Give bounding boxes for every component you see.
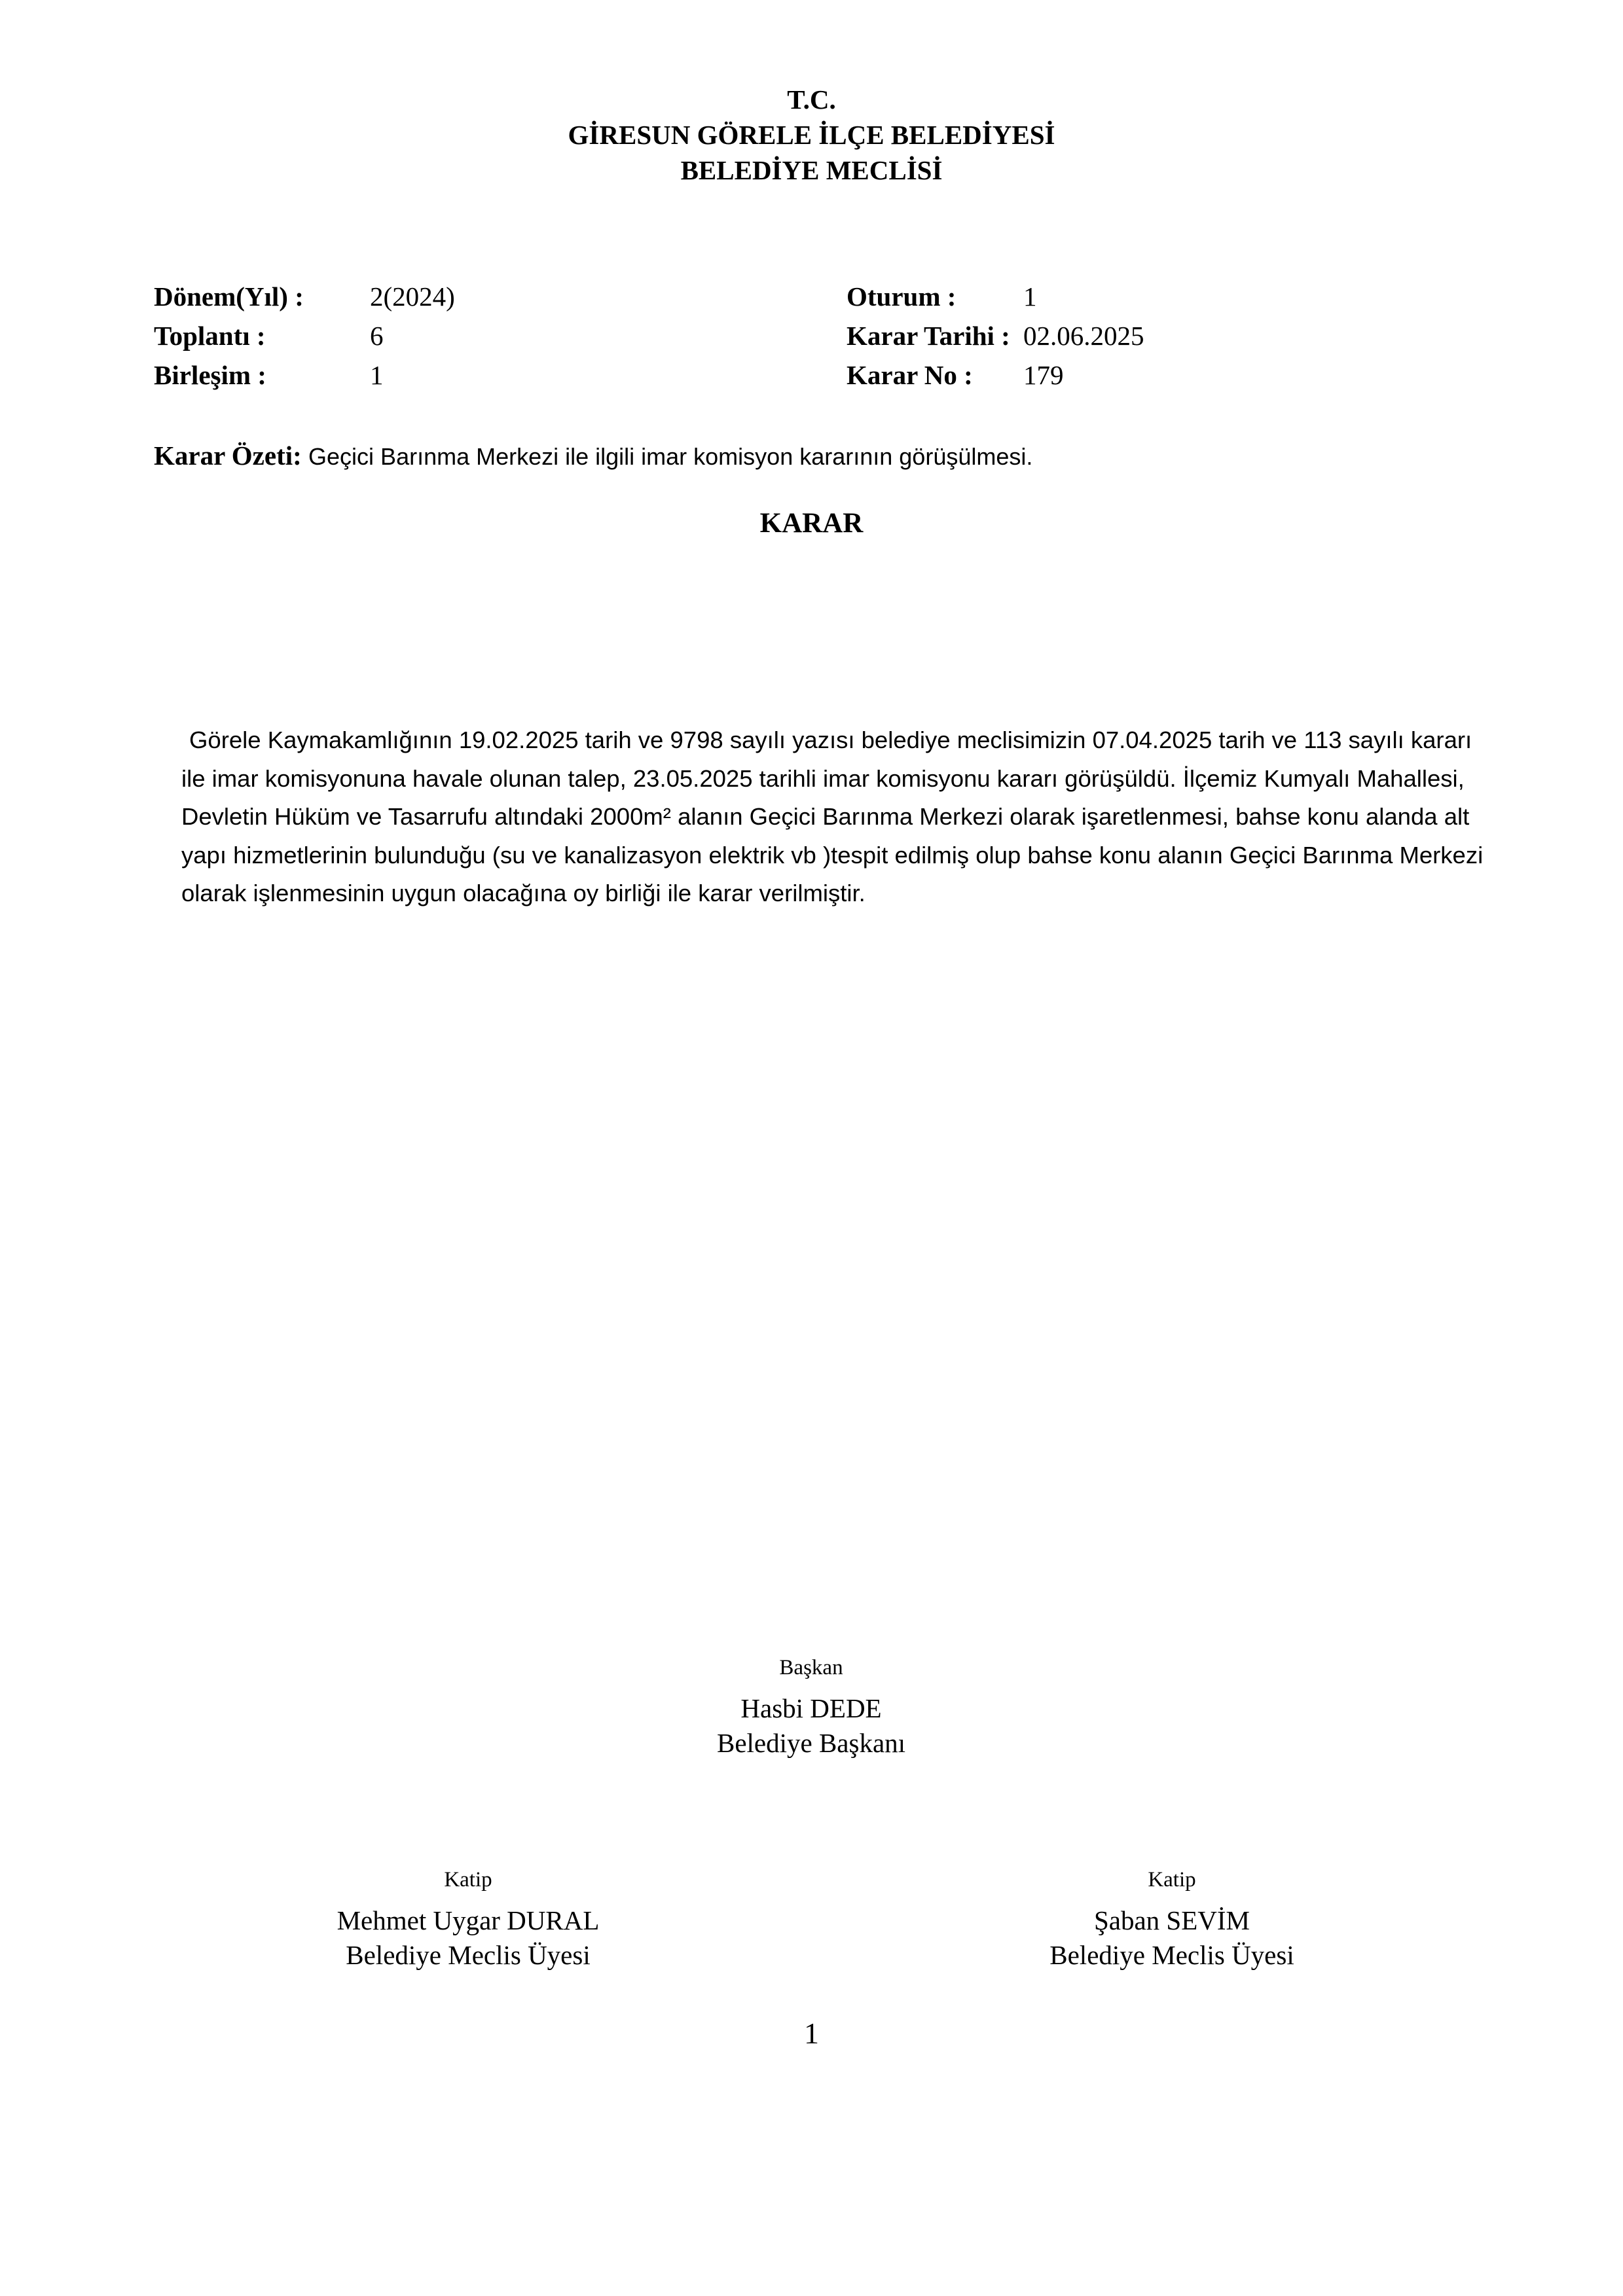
meta-row-oturum	[847, 277, 1144, 316]
meta-value: 1	[370, 360, 384, 390]
decision-title: KARAR	[759, 508, 864, 539]
meta-value: 02.06.2025	[1023, 321, 1144, 351]
header-line-tc: T.C.	[787, 84, 836, 115]
meta-label: Dönem(Yıl) :	[154, 281, 304, 312]
meta-label: Karar Tarihi :	[847, 321, 1010, 351]
signature-katip-left	[272, 1865, 665, 1973]
signature-role: Katip	[444, 1868, 492, 1892]
meta-value: 2(2024)	[370, 281, 455, 312]
signature-name: Hasbi DEDE	[740, 1693, 882, 1723]
meta-left-block	[154, 277, 455, 395]
meta-value: 179	[1023, 360, 1064, 390]
signature-baskan	[615, 1653, 1008, 1761]
meta-row-karar-tarihi	[847, 316, 1144, 355]
header-line-municipality: GİRESUN GÖRELE İLÇE BELEDİYESİ	[568, 120, 1055, 150]
signature-title: Belediye Başkanı	[716, 1728, 906, 1758]
meta-right-block	[847, 277, 1144, 395]
signature-name: Şaban SEVİM	[1093, 1905, 1250, 1935]
signature-role: Katip	[1148, 1868, 1196, 1892]
document-header	[0, 82, 1623, 188]
meta-row-birlesim	[154, 355, 455, 395]
meta-label: Birleşim :	[154, 360, 266, 390]
meta-value: 1	[1023, 281, 1037, 312]
meta-row-toplanti	[154, 316, 455, 355]
header-line-council: BELEDİYE MECLİSİ	[680, 155, 943, 185]
summary-label: Karar Özeti:	[154, 440, 302, 471]
signature-title: Belediye Meclis Üyesi	[346, 1940, 591, 1970]
decision-summary	[154, 436, 1032, 476]
signature-title: Belediye Meclis Üyesi	[1049, 1940, 1294, 1970]
summary-text: Geçici Barınma Merkezi ile ilgili imar komisyon kararının görüşülmesi.	[308, 443, 1033, 470]
signature-name: Mehmet Uygar DURAL	[337, 1905, 600, 1935]
meta-row-donem	[154, 277, 455, 316]
decision-body: Görele Kaymakamlığının 19.02.2025 tarih ve 9798 sayılı yazısı belediye meclisimizin 07.04.2025 tarih ve 113 sayılı kararı ile imar komisyonuna havale olunan talep, 23.05.2025 tarihli imar komisyonu kararı görüşüldü. İlçemiz Kumyalı Mahallesi, Devletin Hüküm ve Tasarrufu altındaki 2000m² alanın Geçici Barınma Merkezi olarak işaretlenmesi, bahse konu alanda alt yapı hizmetlerinin bulunduğu (su ve kanalizasyon elektrik vb )tespit edilmiş olup bahse konu alanın Geçici Barınma Merkezi olarak işlenmesinin uygun olacağına oy birliği ile karar verilmiştir.	[181, 726, 1484, 906]
meta-label: Oturum :	[847, 281, 957, 312]
signature-katip-right	[976, 1865, 1368, 1973]
signature-role: Başkan	[779, 1656, 843, 1679]
page-number: 1	[804, 2017, 819, 2050]
meta-label: Toplantı :	[154, 321, 266, 351]
meta-label: Karar No :	[847, 360, 973, 390]
meta-value: 6	[370, 321, 384, 351]
meta-row-karar-no	[847, 355, 1144, 395]
